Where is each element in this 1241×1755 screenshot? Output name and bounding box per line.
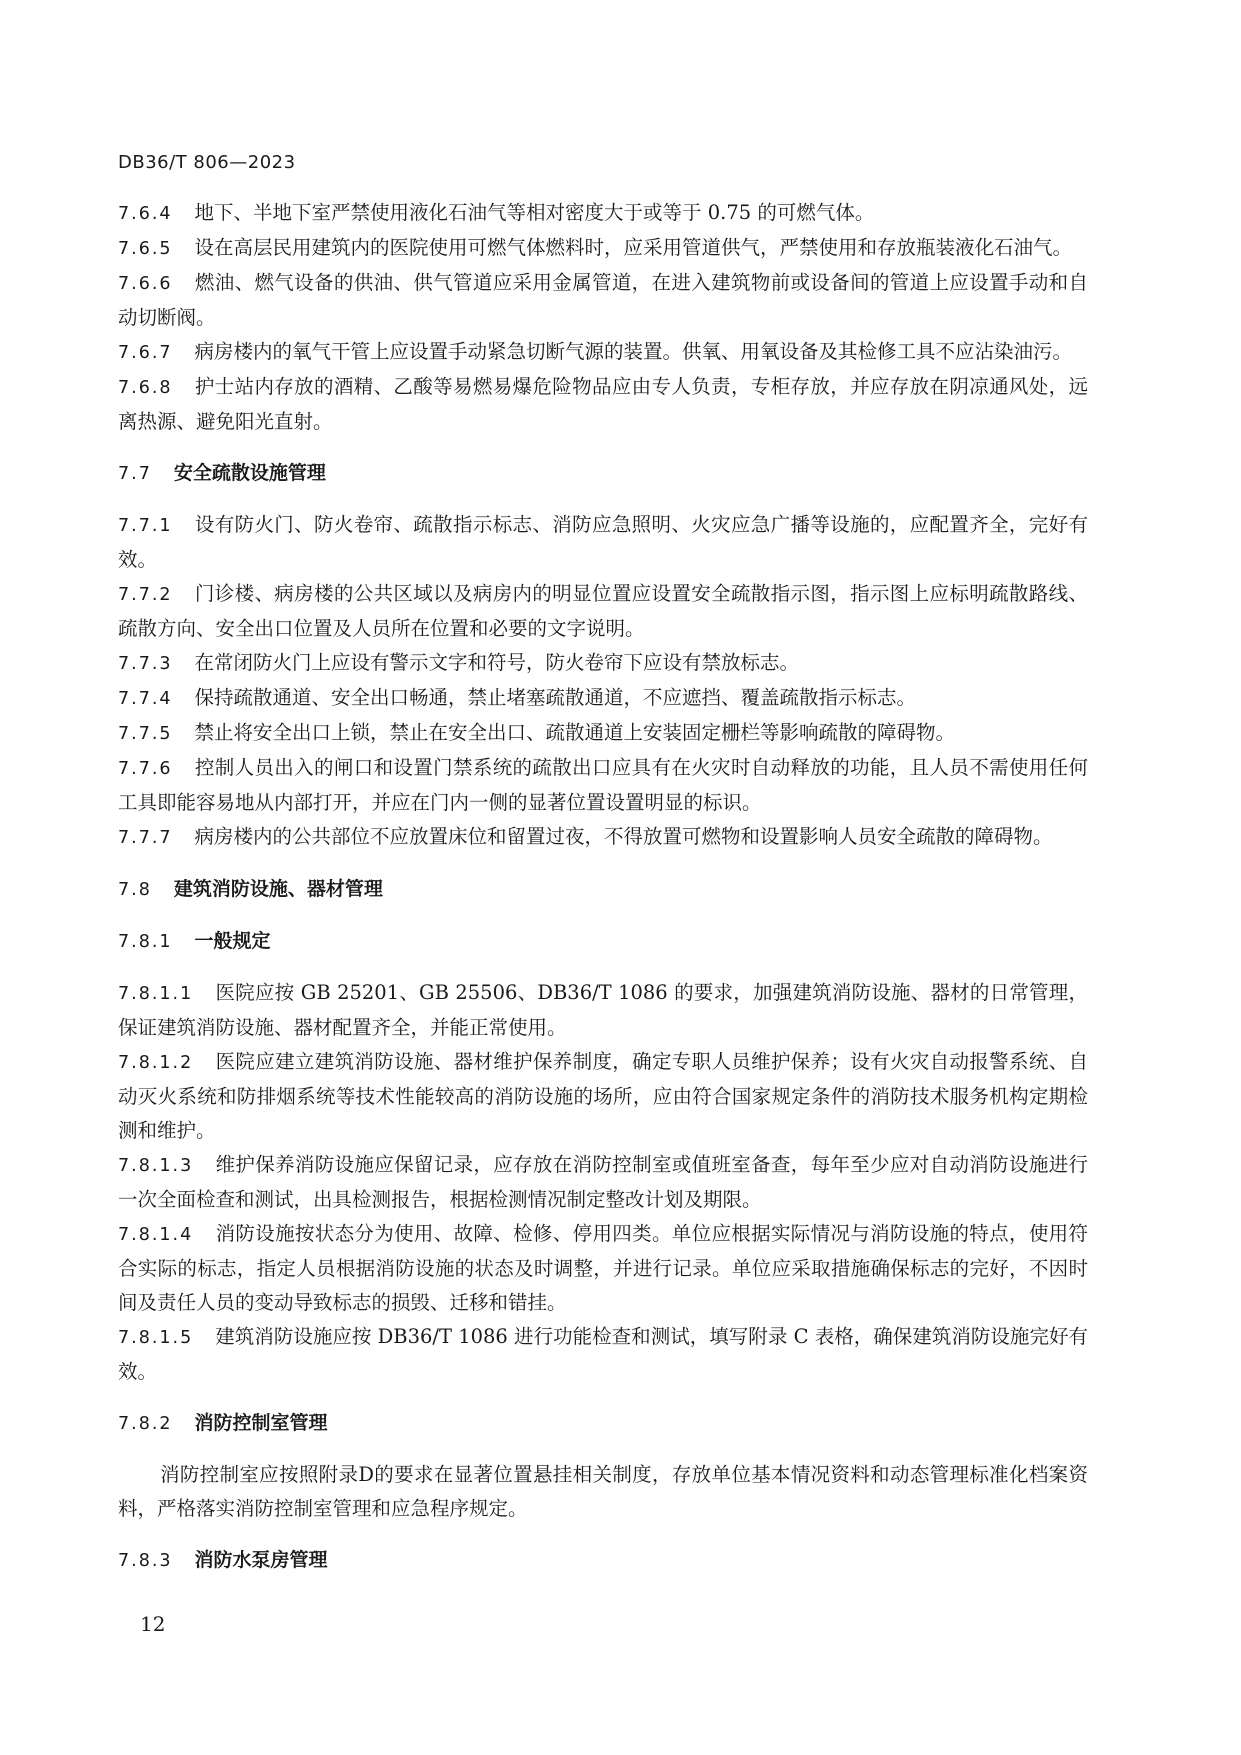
- clause-7-6-8: 7.6.8 护士站内存放的酒精、乙酸等易燃易爆危险物品应由专人负责，专柜存放，并应存放在阴凉通风处，远离热源、避免阳光直射。: [118, 375, 1088, 433]
- clause-7-8-1-5: 7.8.1.5 建筑消防设施应按 DB36/T 1086 进行功能检查和测试，填写附录 C 表格，确保建筑消防设施完好有效。: [118, 1325, 1088, 1383]
- clause-7-6-6: 7.6.6 燃油、燃气设备的供油、供气管道应采用金属管道，在进入建筑物前或设备间的管道上应设置手动和自动切断阀。: [118, 271, 1088, 329]
- clause-7-7-3: 7.7.3 在常闭防火门上应设有警示文字和符号，防火卷帘下应设有禁放标志。: [118, 651, 800, 674]
- clause-7-7-7: 7.7.7 病房楼内的公共部位不应放置床位和留置过夜，不得放置可燃物和设置影响人员安全疏散的障碍物。: [118, 825, 1053, 848]
- paragraph-7-8-2: 消防控制室应按照附录D的要求在显著位置悬挂相关制度，存放单位基本情况资料和动态管理标准化档案资料，严格落实消防控制室管理和应急程序规定。: [118, 1463, 1088, 1520]
- clause-7-8-1-2: 7.8.1.2 医院应建立建筑消防设施、器材维护保养制度，确定专职人员维护保养；设有火灾自动报警系统、自动灭火系统和防排烟系统等技术性能较高的消防设施的场所，应由符合国家规定条件的消防技术服务机构定期检测和维护。: [118, 1050, 1088, 1142]
- clause-7-6-7: 7.6.7 病房楼内的氧气干管上应设置手动紧急切断气源的装置。供氧、用氧设备及其检修工具不应沾染油污。: [118, 340, 1073, 363]
- clause-7-6-4: 7.6.4 地下、半地下室严禁使用液化石油气等相对密度大于或等于 0.75 的可燃气体。: [118, 201, 875, 224]
- section-heading-7-7: 7.7 安全疏散设施管理: [118, 462, 326, 484]
- document-body: [118, 196, 1088, 1595]
- clause-7-8-1-3: 7.8.1.3 维护保养消防设施应保留记录，应存放在消防控制室或值班室备查，每年至少应对自动消防设施进行一次全面检查和测试，出具检测报告，根据检测情况制定整改计划及期限。: [118, 1153, 1088, 1211]
- section-heading-7-8-3: 7.8.3 消防水泵房管理: [118, 1549, 328, 1571]
- section-heading-7-8-2: 7.8.2 消防控制室管理: [118, 1412, 328, 1434]
- clause-7-7-5: 7.7.5 禁止将安全出口上锁，禁止在安全出口、疏散通道上安装固定栅栏等影响疏散的障碍物。: [118, 721, 956, 744]
- section-heading-7-8: 7.8 建筑消防设施、器材管理: [118, 878, 383, 900]
- clause-7-6-5: 7.6.5 设在高层民用建筑内的医院使用可燃气体燃料时，应采用管道供气，严禁使用和存放瓶装液化石油气。: [118, 236, 1073, 259]
- clause-7-7-4: 7.7.4 保持疏散通道、安全出口畅通，禁止堵塞疏散通道，不应遮挡、覆盖疏散指示标志。: [118, 686, 917, 709]
- clause-7-7-6: 7.7.6 控制人员出入的闸口和设置门禁系统的疏散出口应具有在火灾时自动释放的功能，且人员不需使用任何工具即能容易地从内部打开，并应在门内一侧的显著位置设置明显的标识。: [118, 756, 1088, 814]
- document-code: DB36/T 806—2023: [118, 152, 296, 173]
- clause-7-8-1-4: 7.8.1.4 消防设施按状态分为使用、故障、检修、停用四类。单位应根据实际情况与消防设施的特点，使用符合实际的标志，指定人员根据消防设施的状态及时调整，并进行记录。单位应采取措施确保标志的完好，不因时间及责任人员的变动导致标志的损毁、迁移和错挂。: [118, 1222, 1088, 1314]
- clause-7-8-1-1: 7.8.1.1 医院应按 GB 25201、GB 25506、DB36/T 1086 的要求，加强建筑消防设施、器材的日常管理，保证建筑消防设施、器材配置齐全，并能正常使用。: [118, 981, 1088, 1039]
- clause-7-7-1: 7.7.1 设有防火门、防火卷帘、疏散指示标志、消防应急照明、火灾应急广播等设施的，应配置齐全，完好有效。: [118, 513, 1088, 571]
- clause-7-7-2: 7.7.2 门诊楼、病房楼的公共区域以及病房内的明显位置应设置安全疏散指示图，指示图上应标明疏散路线、疏散方向、安全出口位置及人员所在位置和必要的文字说明。: [118, 582, 1088, 640]
- section-heading-7-8-1: 7.8.1 一般规定: [118, 930, 271, 952]
- page-number: 12: [140, 1612, 166, 1636]
